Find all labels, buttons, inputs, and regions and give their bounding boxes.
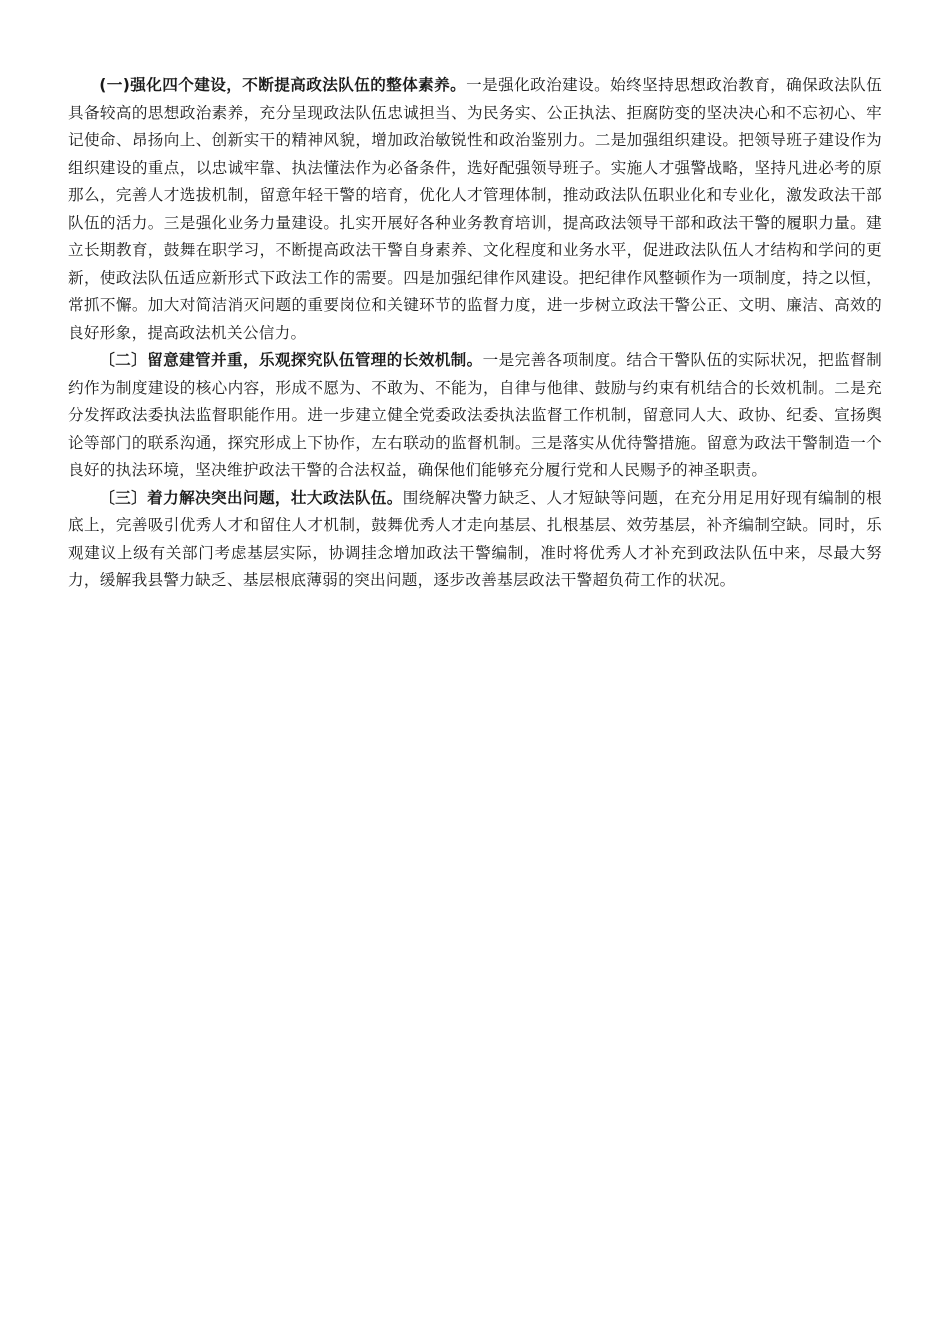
paragraph-1-body: 一是强化政治建设。始终坚持思想政治教育，确保政法队伍具备较高的思想政治素养，充分呈现政法队伍忠诚担当、为民务实、公正执法、拒腐防变的坚决决心和不忘初心、牢记使命、昂扬向上、创新实干的精神风貌，增加政治敏锐性和政治鉴别力。二是加强组织建设。把领导班子建设作为组织建设的重点，以忠诚牢靠、执法懂法作为必备条件，选好配强领导班子。实施人才强警战略，坚持凡进必考的原那么，完善人才选拔机制，留意年轻干警的培育，优化人才管理体制，推动政法队伍职业化和专业化，激发政法干部队伍的活力。三是强化业务力量建设。扎实开展好各种业务教育培训，提高政法领导干部和政法干警的履职力量。建立长期教育，鼓舞在职学习，不断提高政法干警自身素养、文化程度和业务水平，促进政法队伍人才结构和学问的更新，使政法队伍适应新形式下政法工作的需要。四是加强纪律作风建设。把纪律作风整顿作为一项制度，持之以恒，常抓不懈。加大对简洁消灭问题的重要岗位和关键环节的监督力度，进一步树立政法干警公正、文明、廉洁、高效的良好形象，提高政法机关公信力。 bbox=[68, 76, 882, 342]
paragraph-3-heading: 〔三〕着力解决突出问题，壮大政法队伍。 bbox=[99, 488, 403, 507]
paragraph-1 bbox=[68, 72, 882, 347]
paragraph-1-heading: (一)强化四个建设，不断提高政法队伍的整体素养。 bbox=[99, 76, 467, 94]
paragraph-3-body: 围绕解决警力缺乏、人才短缺等问题，在充分用足用好现有编制的根底上，完善吸引优秀人才和留住人才机制，鼓舞优秀人才走向基层、扎根基层、效劳基层，补齐编制空缺。同时，乐观建议上级有关部门考虑基层实际，协调挂念增加政法干警编制，准时将优秀人才补充到政法队伍中来，尽最大努力，缓解我县警力缺乏、基层根底薄弱的突出问题，逐步改善基层政法干警超负荷工作的状况。 bbox=[68, 488, 882, 589]
paragraph-2-body: 一是完善各项制度。结合干警队伍的实际状况，把监督制约作为制度建设的核心内容，形成不愿为、不敢为、不能为，自律与他律、鼓励与约束有机结合的长效机制。二是充分发挥政法委执法监督职能作用。进一步建立健全党委政法委执法监督工作机制，留意同人大、政协、纪委、宣扬舆论等部门的联系沟通，探究形成上下协作，左右联动的监督机制。三是落实从优待警措施。留意为政法干警制造一个良好的执法环境，坚决维护政法干警的合法权益，确保他们能够充分履行党和人民赐予的神圣职责。 bbox=[68, 351, 882, 479]
paragraph-3 bbox=[68, 485, 882, 595]
paragraph-2 bbox=[68, 347, 882, 485]
paragraph-2-heading: 〔二〕留意建管并重，乐观探究队伍管理的长效机制。 bbox=[99, 351, 483, 369]
document-page bbox=[68, 72, 882, 595]
